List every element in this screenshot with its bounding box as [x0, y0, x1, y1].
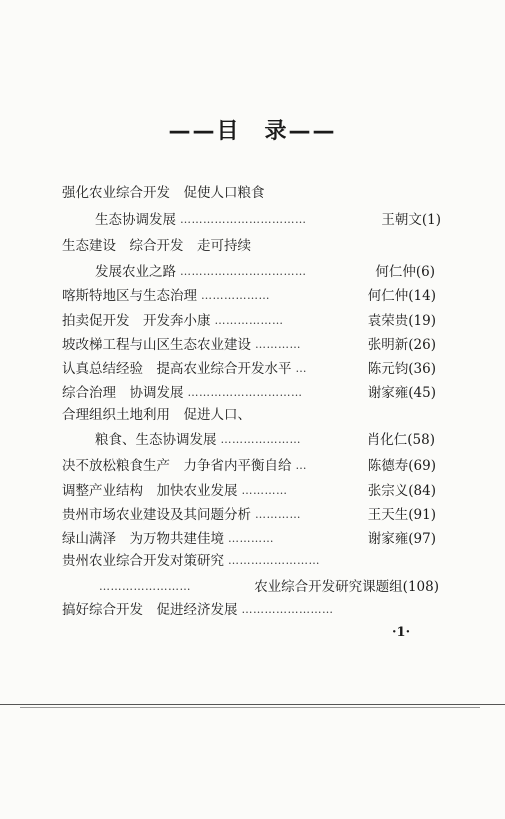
footer-rule: [0, 704, 505, 705]
toc-leader-dots: …………: [241, 484, 288, 497]
page-title: ——目 录——: [168, 119, 337, 144]
toc-leader-dots: …………: [255, 508, 301, 521]
toc-line-title: 贵州农业综合开发对策研究: [62, 553, 224, 569]
toc-line-author: 何仁仲(6): [375, 264, 435, 280]
toc-line: [62, 359, 436, 379]
toc-line-author: 何仁仲(14): [367, 288, 436, 304]
page-number: ·1·: [392, 625, 411, 640]
toc-line-title: 粮食、生态协调发展: [95, 432, 217, 448]
toc-line-author: 王朝文(1): [381, 212, 441, 228]
toc-line-title: 发展农业之路: [95, 264, 176, 280]
toc-line-title: 贵州市场农业建设及其问题分析: [62, 507, 251, 523]
toc-line: [62, 383, 436, 403]
toc-line: [62, 600, 436, 620]
toc-leader-dots: ……………………: [99, 580, 191, 593]
toc-line: [62, 405, 442, 425]
toc-line: [62, 481, 436, 501]
toc-line-author: 陈德寿(69): [367, 458, 436, 474]
toc-leader-dots: ……………………: [241, 603, 334, 616]
toc-line-title: 决不放松粮食生产 力争省内平衡自给: [62, 458, 292, 474]
toc-leader-dots: …………: [255, 338, 301, 351]
toc-line-title: 绿山满泽 为万物共建佳境: [62, 531, 224, 547]
toc-line-author: 谢家雍(97): [367, 531, 436, 547]
toc-line-author: 王天生(91): [367, 507, 436, 523]
toc-leader-dots: …: [295, 362, 307, 375]
toc-line-author: 袁荣贵(19): [367, 313, 436, 329]
toc-line-title: 生态建设 综合开发 走可持续: [62, 238, 251, 254]
toc-line-title: 综合治理 协调发展: [62, 385, 184, 401]
toc-line-title: 调整产业结构 加快农业发展: [62, 483, 238, 499]
toc-line-author: 张明新(26): [367, 337, 436, 353]
toc-leader-dots: …………: [228, 532, 274, 545]
footer-rule-secondary: [20, 707, 480, 708]
toc-line: [62, 286, 436, 306]
toc-leader-dots: ……………………………: [180, 265, 307, 278]
toc-leader-dots: …………………: [220, 433, 301, 446]
toc-line: [95, 210, 441, 230]
toc-line-title: 拍卖促开发 开发奔小康: [62, 313, 211, 329]
toc-line-author: 陈元钧(36): [367, 361, 436, 377]
toc-leader-dots: ………………: [214, 314, 284, 327]
toc-line: [62, 551, 436, 571]
toc-line: [62, 505, 436, 525]
toc-line-author: 张宗义(84): [367, 483, 436, 499]
toc-leader-dots: …………………………: [187, 386, 303, 399]
toc-line-author: 谢家雍(45): [367, 385, 436, 401]
toc-line-title: 强化农业综合开发 促使人口粮食: [62, 185, 265, 201]
toc-line-author: 肖化仁(58): [366, 432, 435, 448]
toc-line: [62, 236, 442, 256]
toc-line: [95, 577, 439, 597]
toc-line: [62, 183, 442, 203]
toc-line-title: 认真总结经验 提高农业综合开发水平: [62, 361, 292, 377]
toc-line-title: 生态协调发展: [95, 212, 176, 228]
toc-line: [62, 335, 436, 355]
toc-line-title: 喀斯特地区与生态治理: [62, 288, 197, 304]
toc-leader-dots: ……………………: [228, 554, 320, 567]
toc-leader-dots: …: [295, 459, 307, 472]
toc-leader-dots: ………………: [201, 289, 270, 302]
toc-line: [95, 262, 435, 282]
toc-line: [62, 529, 436, 549]
toc-line-author: 农业综合开发研究课题组(108): [254, 579, 439, 595]
toc-line-title: 搞好综合开发 促进经济发展: [62, 602, 238, 618]
toc-leader-dots: ……………………………: [180, 213, 307, 226]
toc-line-title: 合理组织土地利用 促进人口、: [62, 407, 251, 423]
toc-line: [62, 311, 436, 331]
toc-line: [62, 456, 436, 476]
toc-line: [95, 430, 435, 450]
toc-line-title: 坡改梯工程与山区生态农业建设: [62, 337, 251, 353]
